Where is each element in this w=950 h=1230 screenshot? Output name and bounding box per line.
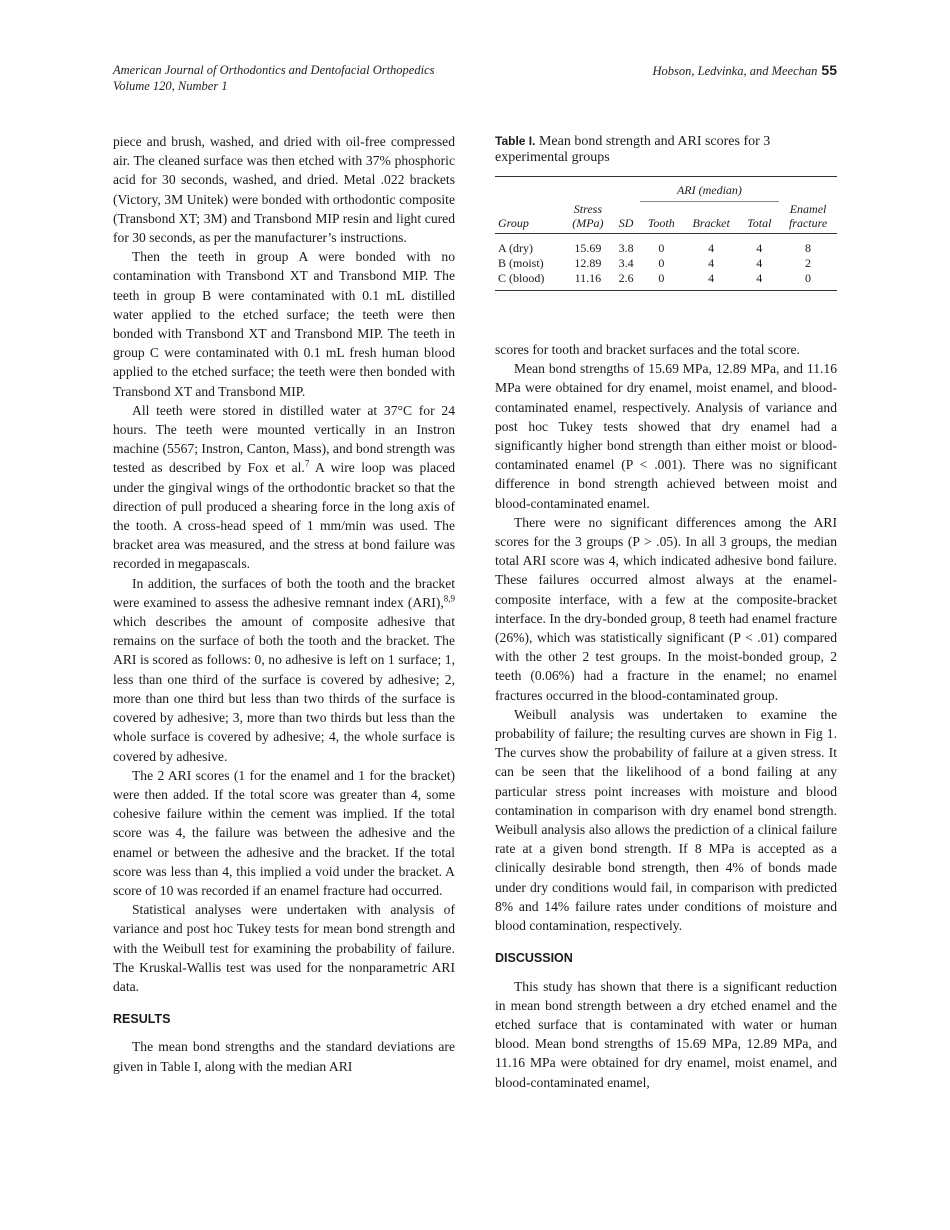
section-heading-discussion: DISCUSSION	[495, 951, 573, 966]
text: A wire loop was placed under the gingival wings of the orthodontic bracket so that the direction of pull produced a shearing force in the long axis of the tooth. A cross-head speed of 1 mm/min was used. The bracket area was measured, and the stress at bond failure was recorded in megapascals.	[113, 460, 455, 572]
paragraph: The mean bond strengths and the standard deviations are given in Table I, along with the median ARI	[113, 1039, 455, 1074]
volume-info: Volume 120, Number 1	[113, 79, 228, 93]
col-header-bracket: Bracket	[683, 202, 740, 234]
authors: Hobson, Ledvinka, and Meechan	[652, 64, 818, 78]
results-table	[495, 176, 837, 291]
col-header-enamel-fracture: Enamel fracture	[779, 202, 837, 234]
paragraph: Weibull analysis was undertaken to examine the probability of failure; the resulting curves are shown in Fig 1. The curves show the probability of failure at a given stress. It can be seen that the likelihood of a bond failing at any particular stress point increases with moisture and blood contamination in comparison with dry enamel bond strength. Weibull analysis also allows the prediction of a clinical failure rate at a given bond strength. If 8 MPa is accepted as a clinically desirable bond strength, then 4% of bonds made under dry conditions would fail, in comparison with predicted 8% and 14% failure rates under conditions of moisture and blood contamination, respectively.	[495, 706, 837, 934]
caption-text: Mean bond strength and ARI scores for 3 experimental groups	[495, 134, 771, 165]
table-caption	[495, 133, 837, 166]
paragraph: There were no significant differences among the ARI scores for the 3 groups (P > .05). In all 3 groups, the median total ARI score was 4, which indicated adhesive bond failure. These failures occurred almost always at the enamel-composite interface, with a few at the composite-bracket interface. In the dry-bonded group, 8 teeth had enamel fracture (26%), which was statistically significant (P < .01) compared with the other 2 test groups. In the moist-bonded group, 2 teeth (0.06%) had a fracture in the enamel; no enamel fractures occurred in the blood-contaminated group.	[495, 514, 837, 703]
citation: 7	[304, 458, 310, 469]
col-header-sd: SD	[612, 202, 639, 234]
table-label: Table I.	[495, 134, 536, 148]
col-header-stress: Stress (MPa)	[563, 202, 612, 234]
paragraph: Statistical analyses were undertaken with analysis of variance and post hoc Tukey tests for mean bond strength and with the Weibull test for examining the probability of failure. The Kruskal-Wallis test was used for the nonparametric ARI data.	[113, 902, 455, 994]
running-header-left	[113, 62, 435, 94]
col-header-total: Total	[740, 202, 780, 234]
text: which describes the amount of composite adhesive that remains on the surface of both the tooth and the bracket. The ARI is scored as follows: 0, no adhesive is left on 1 surface; 1, less than one third of the surface is covered by adhesive; 2, more than one third but less than two thirds of the surface is covered by adhesive; 3, more than two thirds but less than the whole surface is covered by adhesive; 4, the whole surface is covered by adhesive.	[113, 614, 455, 764]
left-column	[113, 132, 455, 1076]
page-number: 55	[821, 62, 837, 78]
paragraph	[113, 401, 455, 574]
col-header-group: Group	[495, 202, 563, 234]
table-1	[495, 133, 837, 291]
text: All teeth were stored in distilled water at 37°C for 24 hours. The teeth were mounted vertically in an Instron machine (5567; Instron, Canton, Mass), and bond strength was tested as described by Fox et al.	[113, 402, 455, 476]
paragraph: Then the teeth in group A were bonded with no contamination with Transbond XT and Transbond MIP. The teeth in group B were contaminated with 0.1 mL distilled water applied to the etched surface; the teeth were then bonded with Transbond XT and Transbond MIP. The teeth in group C were contaminated with 0.1 mL fresh human blood applied to the etched surface; the teeth were then bonded with Transbond XT and Transbond MIP.	[113, 249, 455, 399]
paragraph	[113, 574, 455, 766]
paragraph: The 2 ARI scores (1 for the enamel and 1 for the bracket) were then added. If the total score was greater than 4, some cohesive failure within the cement was implied. If the total score was 4, the failure was between the adhesive and the enamel or between the adhesive and the bracket. If the total score was less than 4, this implied a void under the bracket. A score of 10 was recorded if an enamel fracture had occurred.	[113, 767, 455, 898]
running-header-right	[653, 62, 837, 79]
text: In addition, the surfaces of both the tooth and the bracket were examined to assess the adhesive remnant index (ARI),	[113, 575, 455, 610]
col-header-tooth: Tooth	[640, 202, 683, 234]
section-heading-results: RESULTS	[113, 1012, 171, 1027]
table-row: B (moist) 12.89 3.4 0 4 4 2	[498, 255, 812, 270]
col-header-ari: ARI (median)	[640, 177, 779, 202]
paragraph: piece and brush, washed, and dried with oil-free compressed air. The cleaned surface was then etched with 37% phosphoric acid for 30 seconds, washed, and dried. Metal .022 brackets (Victory, 3M Unitek) were bonded with orthodontic composite (Transbond XT; 3M) and Transbond MIP resin and light cured for 30 seconds, as per the manufacturer’s instructions.	[113, 134, 455, 246]
paragraph: scores for tooth and bracket surfaces and the total score.	[495, 342, 800, 357]
table-row: C (blood) 11.16 2.6 0 4 4 0	[498, 270, 812, 285]
citation: 8,9	[443, 593, 455, 604]
table-row: A (dry) 15.69 3.8 0 4 4 8	[498, 240, 812, 255]
paragraph: Mean bond strengths of 15.69 MPa, 12.89 MPa, and 11.16 MPa were obtained for dry enamel, moist enamel, and blood-contaminated enamel, respectively. Analysis of variance and post hoc Tukey tests showed that dry enamel had a significantly higher bond strength than either moist or blood-contaminated enamel (P < .001). There was no significant difference in bond strength achieved between moist and blood-contaminated enamel.	[495, 361, 837, 511]
right-column	[495, 340, 837, 1092]
journal-name: American Journal of Orthodontics and Dentofacial Orthopedics	[113, 63, 435, 77]
paragraph: This study has shown that there is a significant reduction in mean bond strength between a dry etched enamel and the etched surface that is contaminated with water or human blood. Mean bond strengths of 15.69 MPa, 12.89 MPa, and 11.16 MPa were obtained for dry enamel, moist enamel, and blood-contaminated enamel,	[495, 978, 837, 1090]
